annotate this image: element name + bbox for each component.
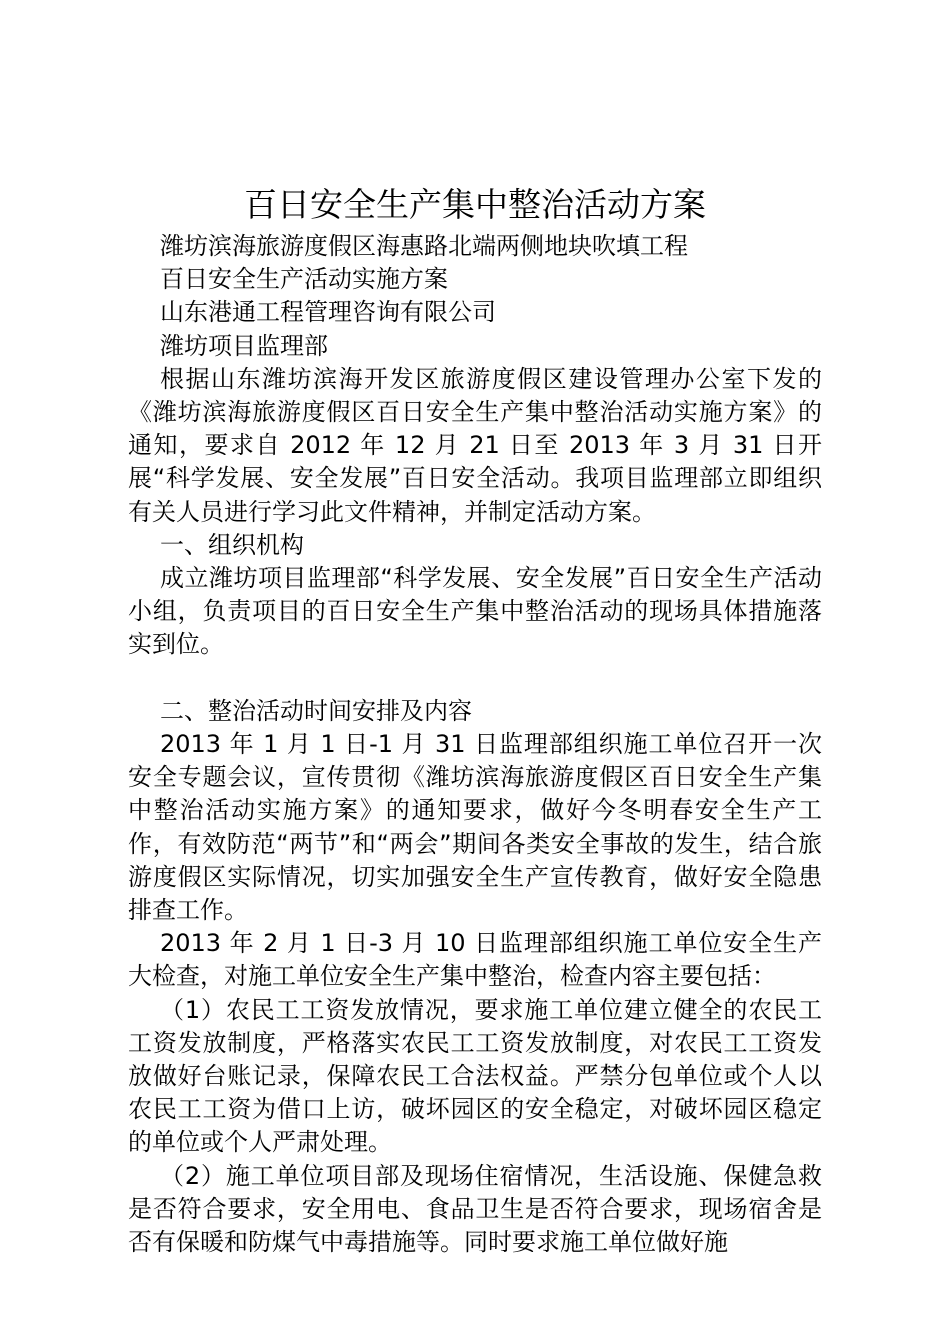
document-title: 百日安全生产集中整治活动方案: [244, 185, 706, 224]
paragraph: （2）施工单位项目部及现场住宿情况，生活设施、保健急救是否符合要求，安全用电、食品卫生是否符合要求，现场宿舍是否有保暖和防煤气中毒措施等。同时要求施工单位做好施: [128, 1161, 822, 1257]
blank-line: [128, 662, 822, 695]
paragraph: 百日安全生产活动实施方案: [160, 265, 448, 294]
paragraph: 2013 年 2 月 1 日-3 月 10 日监理部组织施工单位安全生产大检查，对施工单位安全生产集中整治，检查内容主要包括：: [128, 929, 822, 991]
paragraph: 潍坊项目监理部: [160, 331, 328, 360]
paragraph: 2013 年 1 月 1 日-1 月 31 日监理部组织施工单位召开一次安全专题会议，宣传贯彻《潍坊滨海旅游度假区百日安全生产集中整治活动实施方案》的通知要求，做好今冬明春安全生产工作，有效防范“两节”和“两会”期间各类安全事故的发生，结合旅游度假区实际情况，切实加强安全生产宣传教育，做好安全隐患排查工作。: [128, 730, 822, 925]
paragraph: 潍坊滨海旅游度假区海惠路北端两侧地块吹填工程: [160, 232, 688, 260]
paragraph: （1）农民工工资发放情况，要求施工单位建立健全的农民工工资发放制度，严格落实农民工工资发放制度，对农民工工资发放做好台账记录，保障农民工合法权益。严禁分包单位或个人以农民工工资为借口上访，破坏园区的安全稳定，对破坏园区稳定的单位或个人严肃处理。: [128, 995, 822, 1157]
paragraph: 根据山东潍坊滨海开发区旅游度假区建设管理办公室下发的《潍坊滨海旅游度假区百日安全生产集中整治活动实施方案》的通知，要求自 2012 年 12 月 21 日至 2013 年 3 月 31 日开展“科学发展、安全发展”百日安全活动。我项目监理部立即组织有关人员进行学习此文件精神，并制定活动方案。: [128, 364, 822, 526]
document-body: [128, 230, 822, 1259]
paragraph: 山东港通工程管理咨询有限公司: [160, 298, 496, 327]
section-heading: 一、组织机构: [160, 530, 304, 559]
paragraph: 成立潍坊项目监理部“科学发展、安全发展”百日安全生产活动小组，负责项目的百日安全生产集中整治活动的现场具体措施落实到位。: [128, 564, 822, 659]
section-heading: 二、整治活动时间安排及内容: [160, 696, 472, 725]
